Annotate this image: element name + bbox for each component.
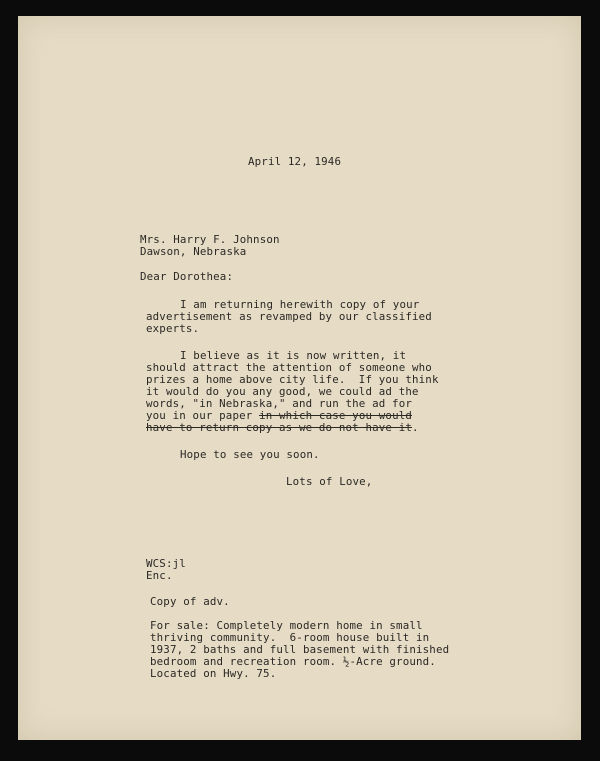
enclosure-note: Enc. xyxy=(146,569,173,582)
salutation: Dear Dorothea: xyxy=(140,270,234,283)
recipient-location: Dawson, Nebraska xyxy=(140,245,247,258)
ad-copy-line-2: thriving community. 6-room house built in xyxy=(150,631,430,644)
letter-page xyxy=(18,16,581,740)
typist-initials: WCS:jl xyxy=(146,557,186,570)
paragraph-2-line-2: should attract the attention of someone who xyxy=(146,361,432,374)
paragraph-2-line-7 xyxy=(146,422,419,434)
paragraph-2-line-3: prizes a home above city life. If you think xyxy=(146,373,439,386)
ad-copy-line-3: 1937, 2 baths and full basement with finished xyxy=(150,643,450,656)
paragraph-2-line-5: words, "in Nebraska," and run the ad for xyxy=(146,397,413,410)
closing-line: Hope to see you soon. xyxy=(180,448,320,461)
sign-off: Lots of Love, xyxy=(286,475,373,488)
line-7-end: . xyxy=(412,421,419,434)
ad-copy-line-5: Located on Hwy. 75. xyxy=(150,667,277,680)
struck-text-2: have to return copy as we do not have it xyxy=(146,421,413,434)
line-6-plain-text: you in our paper xyxy=(146,409,260,422)
paragraph-2-line-4: it would do you any good, we could ad the xyxy=(146,385,419,398)
paragraph-1-line-3: experts. xyxy=(146,322,200,335)
paragraph-1-line-1: I am returning herewith copy of your xyxy=(180,298,420,311)
letter-date: April 12, 1946 xyxy=(248,155,342,168)
ad-copy-line-4: bedroom and recreation room. ½-Acre ground. xyxy=(150,655,436,668)
paragraph-1-line-2: advertisement as revamped by our classified xyxy=(146,310,432,323)
ad-copy-line-1: For sale: Completely modern home in small xyxy=(150,619,423,632)
paragraph-2-line-1: I believe as it is now written, it xyxy=(180,349,407,362)
struck-text-1: in which case you would xyxy=(259,409,413,422)
paragraph-2-line-6 xyxy=(146,410,412,422)
ad-copy-heading: Copy of adv. xyxy=(150,595,230,608)
recipient-name: Mrs. Harry F. Johnson xyxy=(140,233,280,246)
